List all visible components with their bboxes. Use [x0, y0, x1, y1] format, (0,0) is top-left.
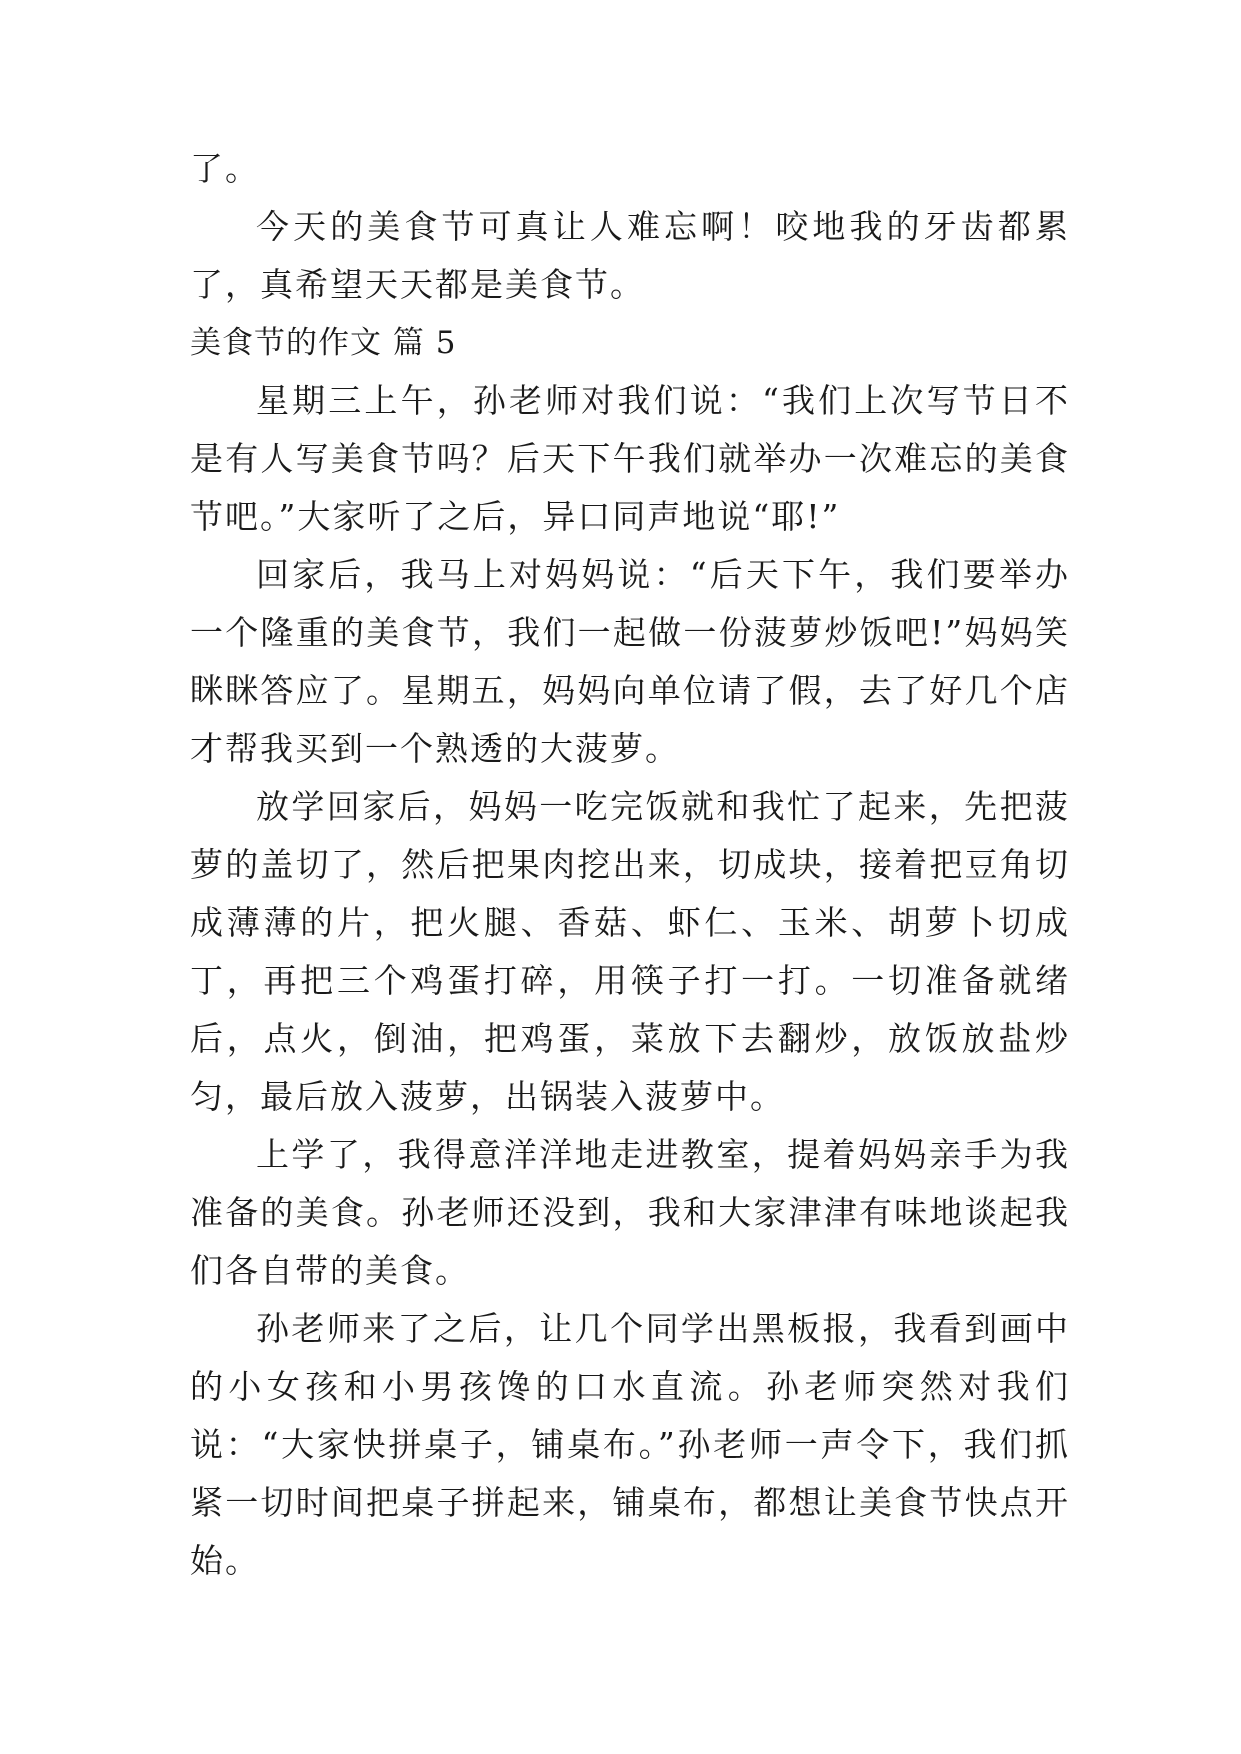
paragraph: 孙老师来了之后，让几个同学出黑板报，我看到画中的小女孩和小男孩馋的口水直流。孙老师突然对我们说：“大家快拼桌子，铺桌布。”孙老师一声令下，我们抓紧一切时间把桌子拼起来，铺桌布，都想让美食节快点开始。 [190, 1309, 1070, 1580]
document-body [190, 140, 1070, 1590]
paragraph: 上学了，我得意洋洋地走进教室，提着妈妈亲手为我准备的美食。孙老师还没到，我和大家津津有味地谈起我们各自带的美食。 [190, 1135, 1070, 1290]
paragraph-fragment: 了。 [190, 149, 260, 188]
paragraph: 星期三上午，孙老师对我们说：“我们上次写节日不是有人写美食节吗？后天下午我们就举办一次难忘的美食节吧。”大家听了之后，异口同声地说“耶!” [190, 381, 1070, 536]
paragraph: 回家后，我马上对妈妈说：“后天下午，我们要举办一个隆重的美食节，我们一起做一份菠萝炒饭吧!”妈妈笑眯眯答应了。星期五，妈妈向单位请了假，去了好几个店才帮我买到一个熟透的大菠萝。 [190, 555, 1070, 768]
section-heading: 美食节的作文 篇 5 [190, 325, 457, 361]
paragraph-closing: 今天的美食节可真让人难忘啊！咬地我的牙齿都累了，真希望天天都是美食节。 [190, 207, 1070, 304]
paragraph: 放学回家后，妈妈一吃完饭就和我忙了起来，先把菠萝的盖切了，然后把果肉挖出来，切成块，接着把豆角切成薄薄的片，把火腿、香菇、虾仁、玉米、胡萝卜切成丁，再把三个鸡蛋打碎，用筷子打一打。一切准备就绪后，点火，倒油，把鸡蛋，菜放下去翻炒，放饭放盐炒匀，最后放入菠萝，出锅装入菠萝中。 [190, 787, 1070, 1116]
